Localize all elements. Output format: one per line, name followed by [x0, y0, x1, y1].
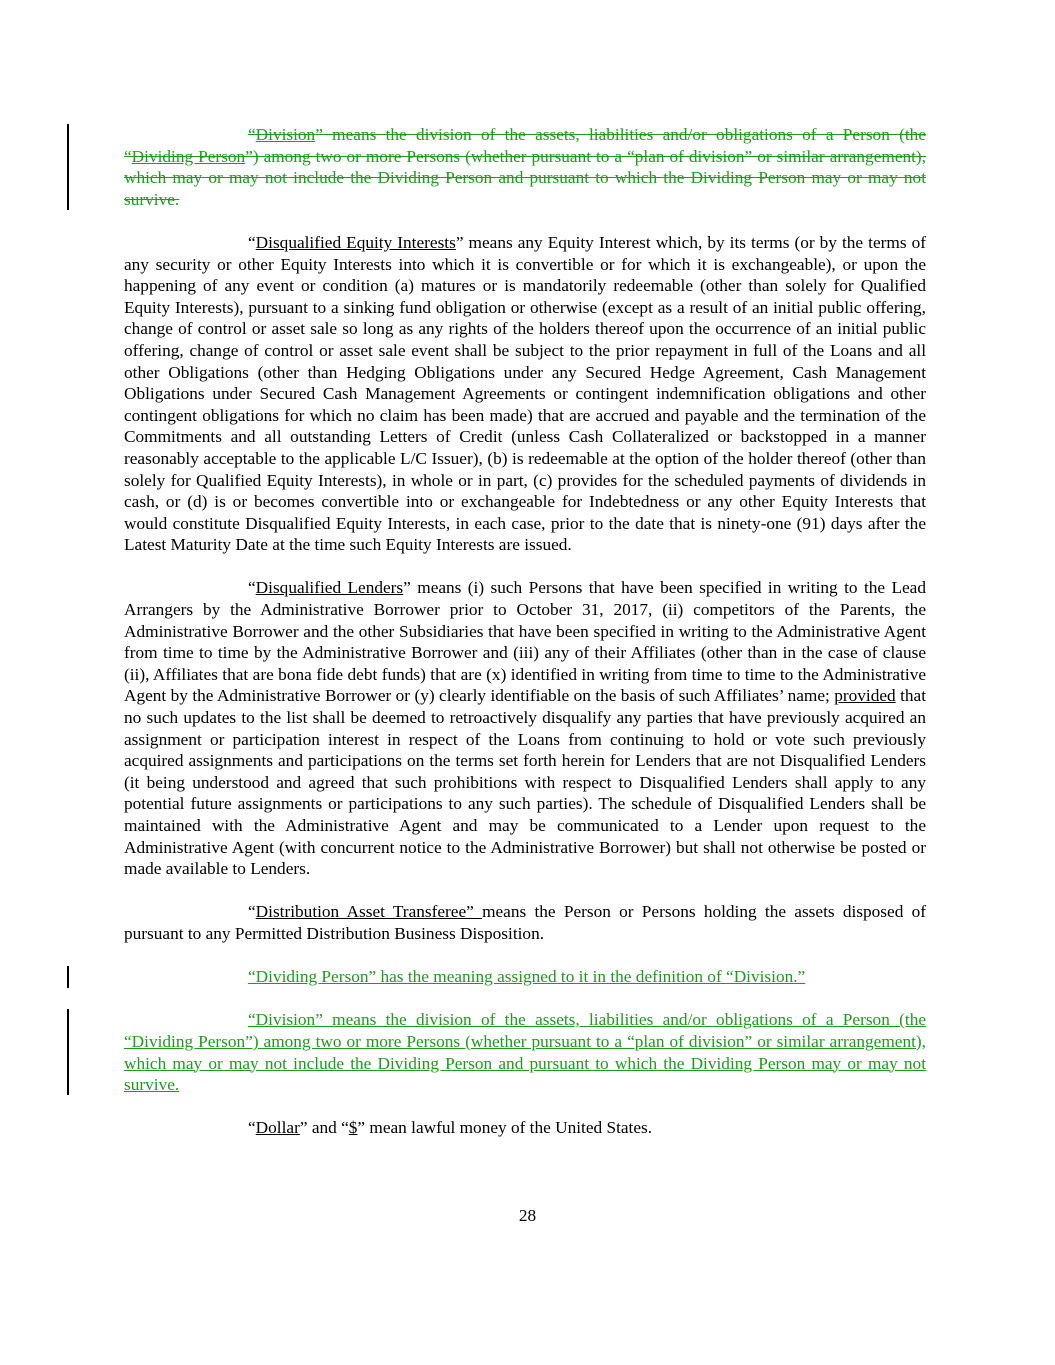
definition-division-deleted: “Division” means the division of the assets, liabilities and/or obligations of a Person (the “Dividing Person”) among two or more Persons (whether pursuant to a “plan of division” or similar arrangement), which may or may not include the Dividing Person and pursuant to which the Dividing Person may or may not survive. [124, 124, 926, 210]
change-bar [67, 124, 69, 210]
change-bar [67, 1009, 69, 1095]
document-page [124, 124, 926, 1161]
defined-term-division: Division [255, 125, 316, 144]
provided-term: provided [834, 686, 896, 706]
defined-term: Disqualified Lenders [255, 578, 404, 598]
defined-term-dividing-person: Dividing Person [131, 146, 246, 166]
definition-distribution-asset-transferee: “Distribution Asset Transferee” means the Person or Persons holding the assets disposed of pursuant to any Permitted Distribution Business Disposition. [124, 902, 926, 943]
page-number: 28 [518, 1206, 537, 1225]
change-bar [67, 966, 69, 988]
definition-dividing-person-inserted: “Dividing Person” has the meaning assigned to it in the definition of “Division.” [124, 966, 926, 988]
definition-disqualified-equity-interests: “Disqualified Equity Interests” means any Equity Interest which, by its terms (or by the terms of any security or other Equity Interests into which it is convertible or for which it is exchangeable), or upon the happening of any event or condition (a) matures or is mandatorily redeemable (other than solely for Qualified Equity Interests), pursuant to a sinking fund obligation or otherwise (except as a result of an initial public offering, change of control or asset sale so long as any rights of the holders thereof upon the occurrence of an initial public offering, change of control or asset sale event shall be subject to the prior repayment in full of the Loans and all other Obligations (other than Hedging Obligations under any Secured Hedge Agreement, Cash Management Obligations under Secured Cash Management Agreements or contingent indemnification obligations and other contingent obligations for which no claim has been made) that are accrued and payable and the termination of the Commitments and all outstanding Letters of Credit (unless Cash Collateralized or backstopped in a manner reasonably acceptable to the applicable L/C Issuer), (b) is redeemable at the option of the holder thereof (other than solely for Qualified Equity Interests), in whole or in part, (c) provides for the scheduled payments of dividends in cash, or (d) is or becomes convertible into or exchangeable for Indebtedness or any other Equity Interests that would constitute Disqualified Equity Interests, in each case, prior to the date that is ninety-one (91) days after the Latest Maturity Date at the time such Equity Interests are issued. [124, 232, 926, 555]
definition-disqualified-lenders: “Disqualified Lenders” means (i) such Persons that have been specified in writing to the Lead Arrangers by the Administrative Borrower prior to October 31, 2017, (ii) competitors of the Parents, the Administrative Borrower and the other Subsidiaries that have been specified in writing to the Administrative Agent from time to time by the Administrative Borrower and (iii) any of their Affiliates (other than in the case of clause (ii), Affiliates that are bona fide debt funds) that are (x) identified in writing from time to time to the Administrative Agent by the Administrative Borrower or (y) clearly identifiable on the basis of such Affiliates’ name; provided that no such updates to the list shall be deemed to retroactively disqualify any parties that have previously acquired an assignment or participation interest in respect of the Loans from continuing to hold or vote such previously acquired assignments and participations on the terms set forth herein for Lenders that are not Disqualified Lenders (it being understood and agreed that such prohibitions with respect to Disqualified Lenders shall apply to any potential future assignments or participations to any such parties). The schedule of Disqualified Lenders shall be maintained with the Administrative Agent and may be communicated to a Lender upon request to the Administrative Agent (with concurrent notice to the Administrative Borrower) but shall not otherwise be posted or made available to Lenders. [124, 578, 927, 879]
definition-division-inserted: “Division” means the division of the assets, liabilities and/or obligations of a Person (the “Dividing Person”) among two or more Persons (whether pursuant to a “plan of division” or similar arrangement), which may or may not include the Dividing Person and pursuant to which the Dividing Person may or may not survive. [124, 1009, 926, 1095]
defined-term: Distribution Asset Transferee” [255, 902, 483, 922]
definition-dollar: “Dollar” and “$” mean lawful money of the United States. [248, 1118, 653, 1138]
defined-term-symbol: $ [348, 1118, 358, 1138]
defined-term: Dollar [255, 1118, 300, 1138]
defined-term: Disqualified Equity Interests [255, 232, 456, 252]
